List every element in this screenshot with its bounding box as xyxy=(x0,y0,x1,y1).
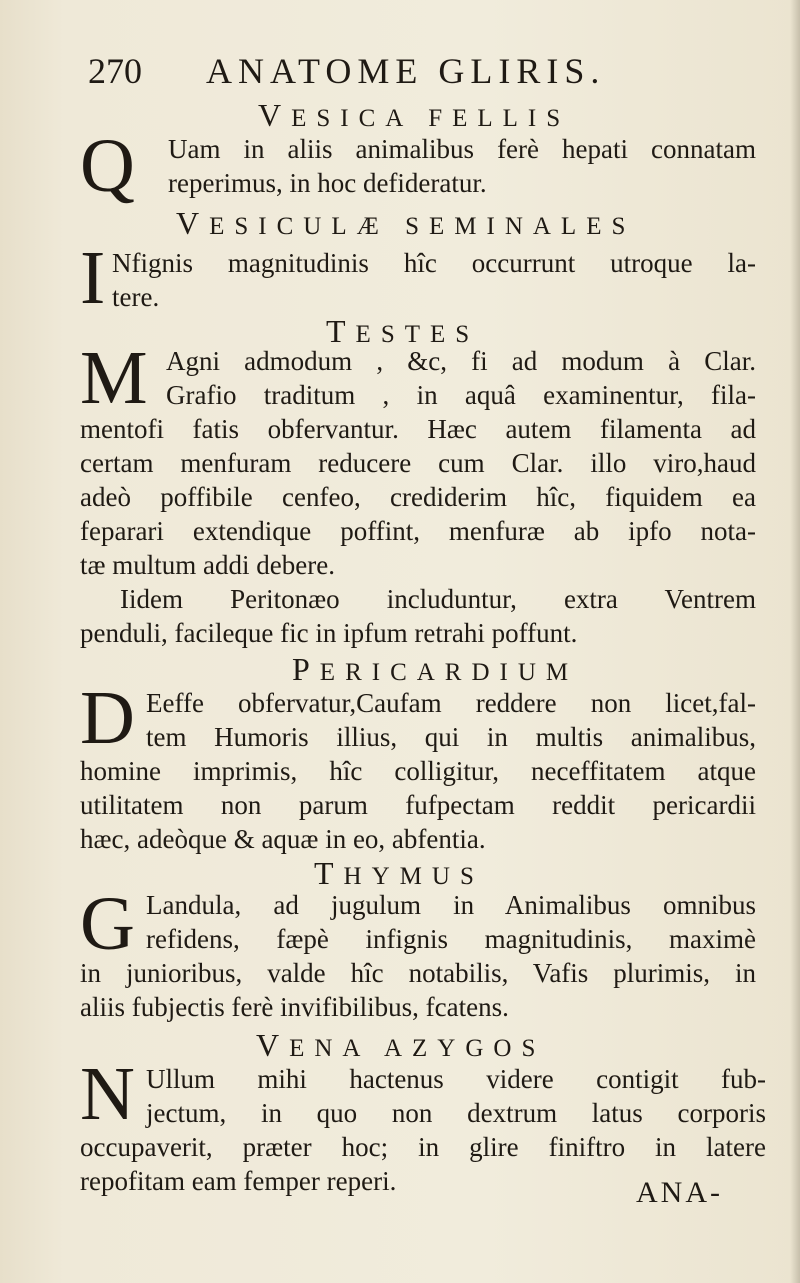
page-number: 270 xyxy=(88,51,142,91)
section-body-thymus xyxy=(80,882,756,1024)
section-heading-vesica-fellis: VESICA FELLIS xyxy=(258,97,571,133)
text-line: Iidem Peritonæo includuntur, extra Ventrem xyxy=(120,584,756,614)
text-line: aliis fubjectis ferè invifibilibus, fcatens. xyxy=(80,992,509,1022)
text-line: tæ multum addi debere. xyxy=(80,550,335,580)
section-body-testes xyxy=(80,344,756,650)
dropcap-n: N xyxy=(80,1052,135,1136)
text-line: utilitatem non parum fufpectam reddit pericardii xyxy=(80,790,756,820)
text-line: mentofi fatis obfervantur. Hæc autem filamenta ad xyxy=(80,414,756,444)
text-line: hæc, adeòque & aquæ in eo, abfentia. xyxy=(80,824,486,854)
text-line: in junioribus, valde hîc notabilis, Vafis plurimis, in xyxy=(80,958,756,988)
text-line: tere. xyxy=(112,282,160,312)
text-line: Landula, ad jugulum in Animalibus omnibus xyxy=(146,890,756,920)
text-line: Grafio traditum , in aquâ examinentur, fila- xyxy=(166,380,756,410)
text-line: Uam in aliis animalibus ferè hepati connatam xyxy=(168,134,756,164)
text-line: Eeffe obfervatur,Caufam reddere non licet,fal- xyxy=(146,688,756,718)
text-line: feparari extendique poffint, menfuræ ab ipfo nota- xyxy=(80,516,756,546)
text-line: repofitam eam femper reperi. xyxy=(80,1166,397,1196)
dropcap-d: D xyxy=(80,676,135,760)
section-heading-vena-azygos: VENA AZYGOS xyxy=(256,1027,546,1063)
text-line: certam menfuram reducere cum Clar. illo viro,haud xyxy=(80,448,756,478)
text-line: jectum, in quo non dextrum latus corporis xyxy=(146,1098,766,1128)
running-head xyxy=(88,50,688,94)
running-title: ANATOME GLIRIS. xyxy=(206,51,606,91)
dropcap-m: M xyxy=(80,336,148,420)
dropcap-i: I xyxy=(80,236,106,320)
text-line: Ullum mihi hactenus videre contigit fub- xyxy=(146,1064,766,1094)
text-line: homine imprimis, hîc colligitur, neceffitatem atque xyxy=(80,756,756,786)
text-line: penduli, facileque fic in ipfum retrahi poffunt. xyxy=(80,618,578,648)
catchword: ANA- xyxy=(636,1176,723,1209)
section-body-pericardium xyxy=(80,686,756,856)
page-edge-shadow xyxy=(790,0,800,1283)
text-line: refidens, fæpè infignis magnitudinis, maximè xyxy=(146,924,756,954)
section-heading-vesiculae-seminales: VESICULÆ SEMINALES xyxy=(176,205,636,241)
text-line: Agni admodum , &c, fi ad modum à Clar. xyxy=(166,346,756,376)
text-line: occupaverit, præter hoc; in glire finiftro in latere xyxy=(80,1132,766,1162)
section-heading-pericardium: PERICARDIUM xyxy=(292,651,579,687)
dropcap-q: Q xyxy=(80,124,135,208)
text-line: tem Humoris illius, qui in multis animalibus, xyxy=(146,722,756,752)
text-line: reperimus, in hoc defideratur. xyxy=(168,168,487,198)
text-line: Nfignis magnitudinis hîc occurrunt utroque la- xyxy=(112,248,756,278)
section-heading-thymus: THYMUS xyxy=(314,855,484,891)
section-heading-testes: TESTES xyxy=(326,313,480,349)
section-body-vesiculae-seminales xyxy=(112,246,756,314)
section-body-vesica-fellis xyxy=(168,132,756,200)
text-line: adeò poffibile cenfeo, crediderim hîc, fiquidem ea xyxy=(80,482,756,512)
dropcap-g: G xyxy=(80,882,135,966)
